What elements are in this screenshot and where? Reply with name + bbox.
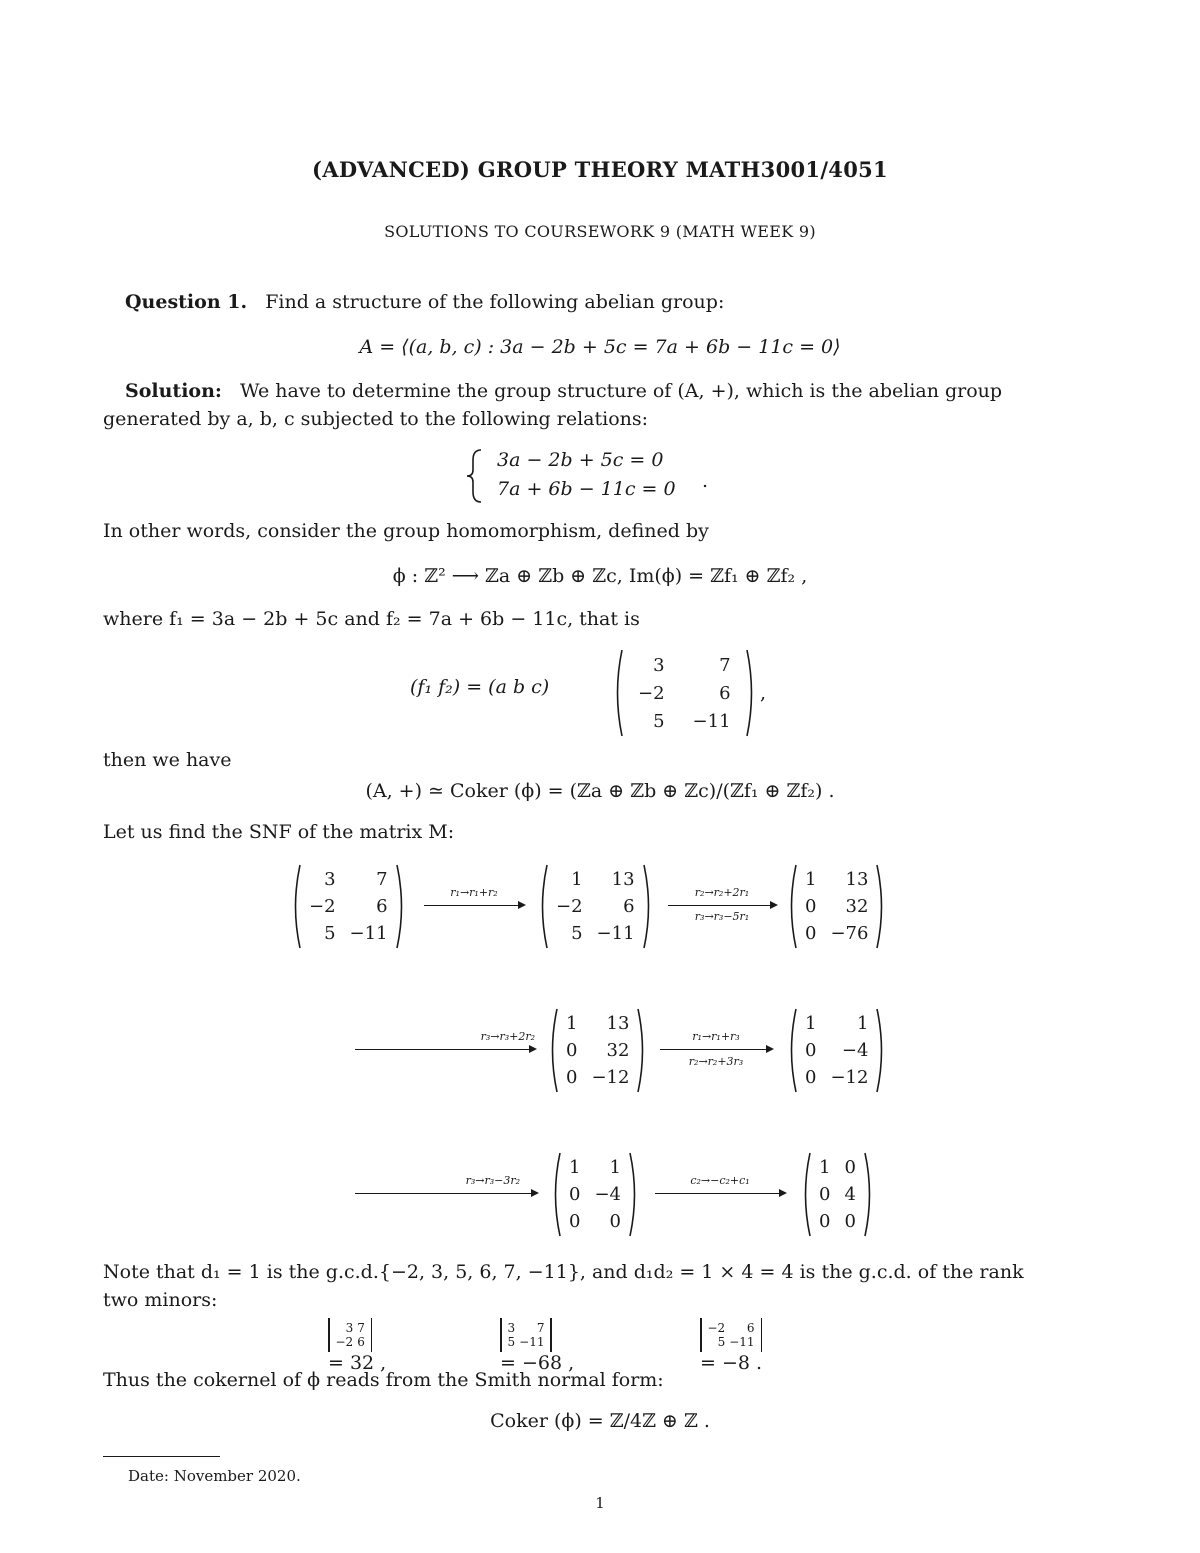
left-paren-icon [612,648,624,738]
matrix-entry: −11 [349,923,388,944]
op-label-6: c₂→−c₂+c₁ [690,1174,750,1187]
question-label: Question 1. [125,291,248,313]
left-paren-icon [547,1007,559,1094]
left-paren-icon [537,863,549,950]
matrix-entry: 6 [376,896,388,917]
matrix-entry: 5 [717,1335,726,1349]
left-paren-icon [290,863,302,950]
left-paren-icon [786,1007,798,1094]
solution-text-3: In other words, consider the group homomorphism, defined by [103,520,709,542]
solution-text-1: We have to determine the group structure of (A, +), which is the abelian group [240,380,1003,402]
page-title: (ADVANCED) GROUP THEORY MATH3001/4051 [312,157,888,182]
matrix-step-3 [547,1007,648,1094]
note-text [103,1258,1083,1314]
op-label-4b: r₂→r₂+3r₃ [688,1055,744,1068]
solution-text-4: where f₁ = 3a − 2b + 5c and f₂ = 7a + 6b − 11c, that is [103,608,640,630]
coefficient-matrix [612,648,757,738]
matrix-step-1 [537,863,654,950]
left-paren-icon [786,863,798,950]
matrix-entry: 1 [569,1157,581,1178]
op-label-2a: r₂→r₂+2r₁ [694,886,750,899]
matrix-entry: −12 [591,1067,630,1088]
relation-2: 7a + 6b − 11c = 0 [497,478,676,500]
matrix-entry: 7 [376,869,388,890]
minor-2-value: = −68 , [500,1352,575,1374]
matrix-entry: 0 [569,1211,581,1232]
determinant-bar [328,1318,330,1352]
right-paren-icon [875,1007,887,1094]
footnote-date: Date: November 2020. [128,1467,301,1485]
op-label-4a: r₁→r₁+r₃ [692,1030,740,1043]
matrix-entry: −2 [556,896,583,917]
relation-1: 3a − 2b + 5c = 0 [497,449,664,471]
matrix-entry: −2 [638,682,665,704]
matrix-step-4 [786,1007,887,1094]
matrix-entry: 13 [611,869,635,890]
matrix-entry: 3 [653,654,665,676]
matrix-entry: 6 [357,1335,365,1349]
page-subtitle: SOLUTIONS TO COURSEWORK 9 (MATH WEEK 9) [384,222,816,241]
page-number: 1 [595,1494,605,1512]
matrix-lhs: (f₁ f₂) = (a b c) [410,676,550,698]
matrix-entry: 7 [357,1321,365,1335]
matrix-entry: 1 [857,1013,869,1034]
right-paren-icon [628,1151,640,1238]
relation-end: . [702,470,709,492]
matrix-entry: −2 [707,1321,726,1335]
op-label-2b: r₃→r₃−5r₁ [694,910,750,923]
matrix-step-2 [786,863,887,950]
note-line-1: Note that d₁ = 1 is the g.c.d.{−2, 3, 5, 6, 7, −11}, and d₁d₂ = 1 × 4 = 4 is the g.c.d. of the rank [103,1261,1024,1283]
matrix-entry: 0 [819,1184,831,1205]
matrix-entry: −2 [309,896,336,917]
matrix-entry: 5 [507,1335,516,1349]
matrix-entry: 13 [606,1013,630,1034]
left-brace-icon [465,448,485,504]
matrix-entry: 0 [805,923,817,944]
matrix-entry: −11 [692,710,731,732]
left-paren-icon [800,1151,812,1238]
matrix-entry: 6 [746,1321,755,1335]
determinant-bar [500,1318,502,1352]
matrix-entry: 1 [566,1013,578,1034]
final-result: Coker (ϕ) = ℤ/4ℤ ⊕ ℤ . [490,1410,710,1432]
matrix-entry: 0 [844,1211,856,1232]
question-text: Find a structure of the following abelian group: [265,291,725,313]
matrix-entry: 7 [536,1321,545,1335]
matrix-entry: 1 [819,1157,831,1178]
arrow-right-icon [355,1193,537,1195]
matrix-entry: 6 [623,896,635,917]
arrow-right-icon [355,1049,535,1051]
isomorphism: (A, +) ≃ Coker (ϕ) = (ℤa ⊕ ℤb ⊕ ℤc)/(ℤf₁ ⊕ ℤf₂) . [365,780,835,802]
matrix-end: , [760,682,767,704]
matrix-entry: 0 [805,896,817,917]
matrix-entry: −11 [596,923,635,944]
matrix-entry: 3 [507,1321,516,1335]
matrix-entry: −76 [830,923,869,944]
solution-text-5: then we have [103,749,232,771]
arrow-right-icon [668,905,776,907]
matrix-entry: 0 [566,1040,578,1061]
arrow-right-icon [660,1049,772,1051]
matrix-entry: 1 [609,1157,621,1178]
matrix-entry: −4 [594,1184,621,1205]
arrow-right-icon [424,905,524,907]
group-definition: A = ⟨(a, b, c) : 3a − 2b + 5c = 7a + 6b − 11c = 0⟩ [359,336,841,358]
minor-3-value: = −8 . [700,1352,763,1374]
right-paren-icon [875,863,887,950]
matrix-entry: 0 [844,1157,856,1178]
matrix-entry: 0 [819,1211,831,1232]
homomorphism-definition: ϕ : ℤ² ⟶ ℤa ⊕ ℤb ⊕ ℤc, Im(ϕ) = ℤf₁ ⊕ ℤf₂ , [392,565,808,587]
matrix-entry: 6 [719,682,731,704]
matrix-entry: 0 [566,1067,578,1088]
matrix-entry: 1 [805,1013,817,1034]
determinant-bar [700,1318,702,1352]
matrix-entry: 1 [571,869,583,890]
matrix-entry: 0 [805,1040,817,1061]
footnote-rule [103,1456,220,1457]
note-line-2: two minors: [103,1289,218,1311]
matrix-entry: 13 [845,869,869,890]
matrix-entry: −4 [841,1040,869,1061]
matrix-step-5 [550,1151,640,1238]
matrix-entry: −2 [335,1335,354,1349]
op-label-3: r₃→r₃+2r₂ [480,1030,535,1043]
matrix-entry: 32 [606,1040,630,1061]
solution-intro [103,377,1083,433]
determinant-bar [550,1318,552,1352]
left-paren-icon [550,1151,562,1238]
matrix-entry: 0 [805,1067,817,1088]
matrix-step-6 [800,1151,875,1238]
determinant-bar [761,1318,763,1352]
op-label-1: r₁→r₁+r₂ [450,886,498,899]
matrix-entry: −12 [830,1067,869,1088]
matrix-entry: 0 [609,1211,621,1232]
solution-text-6: Let us find the SNF of the matrix M: [103,821,455,843]
question-line [125,288,1105,316]
right-paren-icon [636,1007,648,1094]
right-paren-icon [395,863,407,950]
right-paren-icon [863,1151,875,1238]
matrix-entry: 7 [719,654,731,676]
matrix-entry: 5 [324,923,336,944]
note-line-3: Thus the cokernel of ϕ reads from the Smith normal form: [103,1369,664,1391]
matrix-entry: 5 [571,923,583,944]
matrix-step-0 [290,863,407,950]
matrix-entry: 3 [345,1321,354,1335]
determinant-bar [371,1318,373,1352]
op-label-5: r₃→r₃−3r₂ [465,1174,520,1187]
matrix-entry: 32 [845,896,869,917]
matrix-entry: 0 [569,1184,581,1205]
solution-label: Solution: [125,380,222,402]
matrix-entry: 5 [653,710,665,732]
minor-1-value: = 32 , [328,1352,387,1374]
matrix-entry: 1 [805,869,817,890]
arrow-right-icon [655,1193,785,1195]
matrix-entry: −11 [729,1335,755,1349]
matrix-entry: −11 [519,1335,545,1349]
right-paren-icon [745,648,757,738]
right-paren-icon [642,863,654,950]
solution-text-2: generated by a, b, c subjected to the following relations: [103,408,649,430]
matrix-entry: 4 [844,1184,856,1205]
matrix-entry: 3 [324,869,336,890]
